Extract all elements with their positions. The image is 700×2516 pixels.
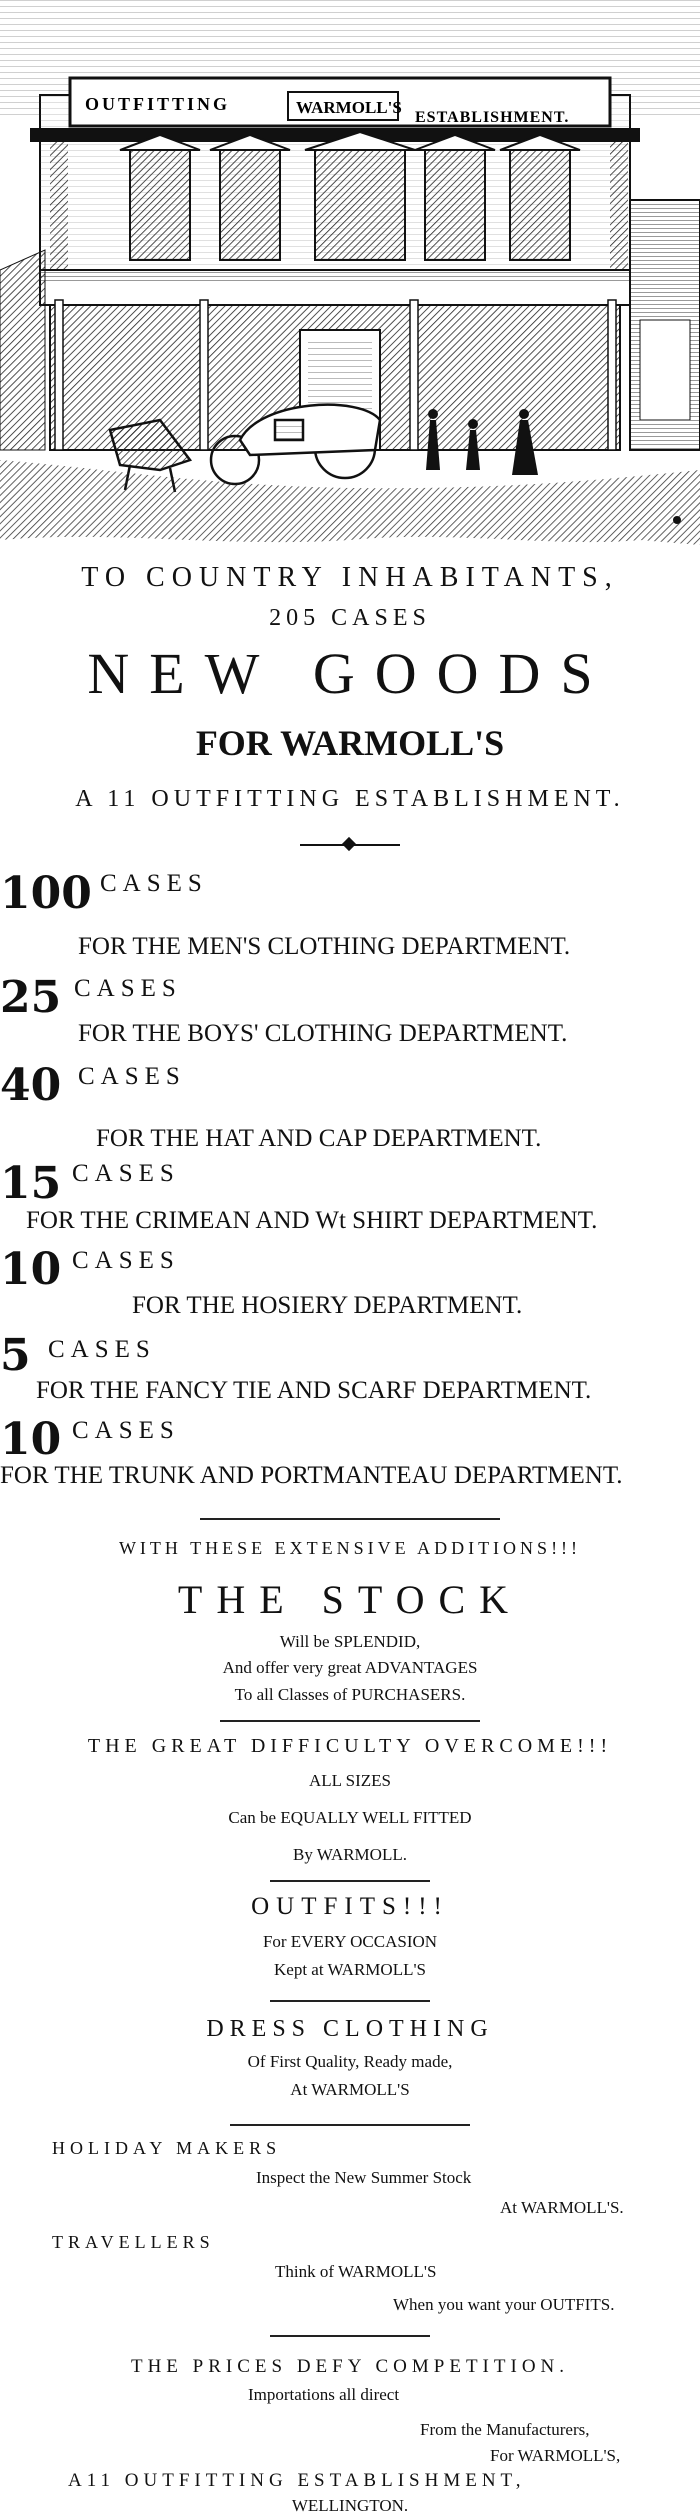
- case-label: CASES: [72, 1247, 180, 1274]
- case-label: CASES: [72, 1417, 180, 1444]
- sign-left: OUTFITTING: [85, 94, 231, 114]
- case-count: 10: [0, 1414, 62, 1465]
- travellers-title: TRAVELLERS: [52, 2232, 215, 2252]
- case-dept: FOR THE BOYS' CLOTHING DEPARTMENT.: [78, 1020, 568, 1047]
- upper-windows: [120, 132, 580, 260]
- case-dept: FOR THE HOSIERY DEPARTMENT.: [132, 1292, 523, 1319]
- holiday-line-1: Inspect the New Summer Stock: [256, 2168, 472, 2187]
- dress-line-2: At WARMOLL'S: [290, 2080, 410, 2099]
- storefront-engraving: [0, 0, 700, 545]
- prices-line-2: From the Manufacturers,: [420, 2420, 590, 2439]
- travellers-line-1: Think of WARMOLL'S: [275, 2262, 437, 2281]
- stock-intro: WITH THESE EXTENSIVE ADDITIONS!!!: [118, 1538, 582, 1558]
- divider: [230, 2124, 470, 2126]
- divider: [270, 2000, 430, 2002]
- sign-right: ESTABLISHMENT.: [415, 109, 570, 126]
- difficulty-title: THE GREAT DIFFICULTY OVERCOME!!!: [87, 1735, 613, 1757]
- case-count: 15: [0, 1158, 62, 1209]
- holiday-line-2: At WARMOLL'S.: [500, 2198, 624, 2217]
- ornament-diamond: [342, 837, 356, 851]
- case-label: CASES: [72, 1160, 180, 1187]
- case-count: 100: [0, 868, 92, 919]
- stock-line-3: To all Classes of PURCHASERS.: [234, 1685, 466, 1704]
- difficulty-line-3: By WARMOLL.: [293, 1845, 407, 1864]
- dress-title: DRESS CLOTHING: [206, 2016, 494, 2042]
- prices-title: THE PRICES DEFY COMPETITION.: [130, 2356, 570, 2377]
- case-dept: FOR THE FANCY TIE AND SCARF DEPARTMENT.: [36, 1377, 592, 1404]
- stock-line-1: Will be SPLENDID,: [279, 1632, 421, 1651]
- case-count: 40: [0, 1060, 62, 1111]
- case-dept: FOR THE CRIMEAN AND Wt SHIRT DEPARTMENT.: [26, 1207, 598, 1234]
- difficulty-line-2: Can be EQUALLY WELL FITTED: [228, 1808, 472, 1827]
- dress-line-1: Of First Quality, Ready made,: [247, 2052, 453, 2071]
- headline-establishment: A 11 OUTFITTING ESTABLISHMENT.: [75, 786, 625, 812]
- case-count: 25: [0, 972, 62, 1023]
- case-label: CASES: [74, 975, 182, 1002]
- divider: [220, 1720, 480, 1722]
- headline-205-cases: 205 CASES: [269, 605, 431, 631]
- prices-line-4: A11 OUTFITTING ESTABLISHMENT,: [68, 2470, 526, 2491]
- prices-line-1: Importations all direct: [248, 2385, 400, 2404]
- divider: [270, 2335, 430, 2337]
- headline-for-warmolls: FOR WARMOLL'S: [195, 723, 505, 763]
- ground: [0, 460, 700, 545]
- stock-title: THE STOCK: [177, 1577, 523, 1622]
- outfits-line-2: Kept at WARMOLL'S: [274, 1960, 426, 1979]
- case-dept: FOR THE HAT AND CAP DEPARTMENT.: [96, 1125, 542, 1152]
- outfits-line-1: For EVERY OCCASION: [262, 1932, 438, 1951]
- outfits-title: OUTFITS!!!: [251, 1893, 449, 1920]
- stock-line-2: And offer very great ADVANTAGES: [222, 1658, 478, 1677]
- case-label: CASES: [100, 870, 208, 897]
- case-count: 10: [0, 1244, 62, 1295]
- case-count: 5: [0, 1330, 31, 1381]
- case-label: CASES: [78, 1063, 186, 1090]
- headline-new-goods: NEW GOODS: [87, 641, 613, 706]
- headline-to-country: TO COUNTRY INHABITANTS,: [81, 562, 619, 593]
- case-label: CASES: [48, 1336, 156, 1363]
- prices-line-3: For WARMOLL'S,: [490, 2446, 621, 2465]
- holiday-title: HOLIDAY MAKERS: [52, 2138, 282, 2158]
- case-dept: FOR THE MEN'S CLOTHING DEPARTMENT.: [78, 933, 571, 960]
- case-dept: FOR THE TRUNK AND PORTMANTEAU DEPARTMENT.: [0, 1462, 623, 1489]
- divider: [200, 1518, 500, 1520]
- prices-line-5: WELLINGTON.: [291, 2496, 409, 2515]
- divider: [270, 1880, 430, 1882]
- sign-mid: WARMOLL'S: [296, 98, 402, 117]
- difficulty-line-1: ALL SIZES: [308, 1771, 391, 1790]
- travellers-line-2: When you want your OUTFITS.: [393, 2295, 615, 2314]
